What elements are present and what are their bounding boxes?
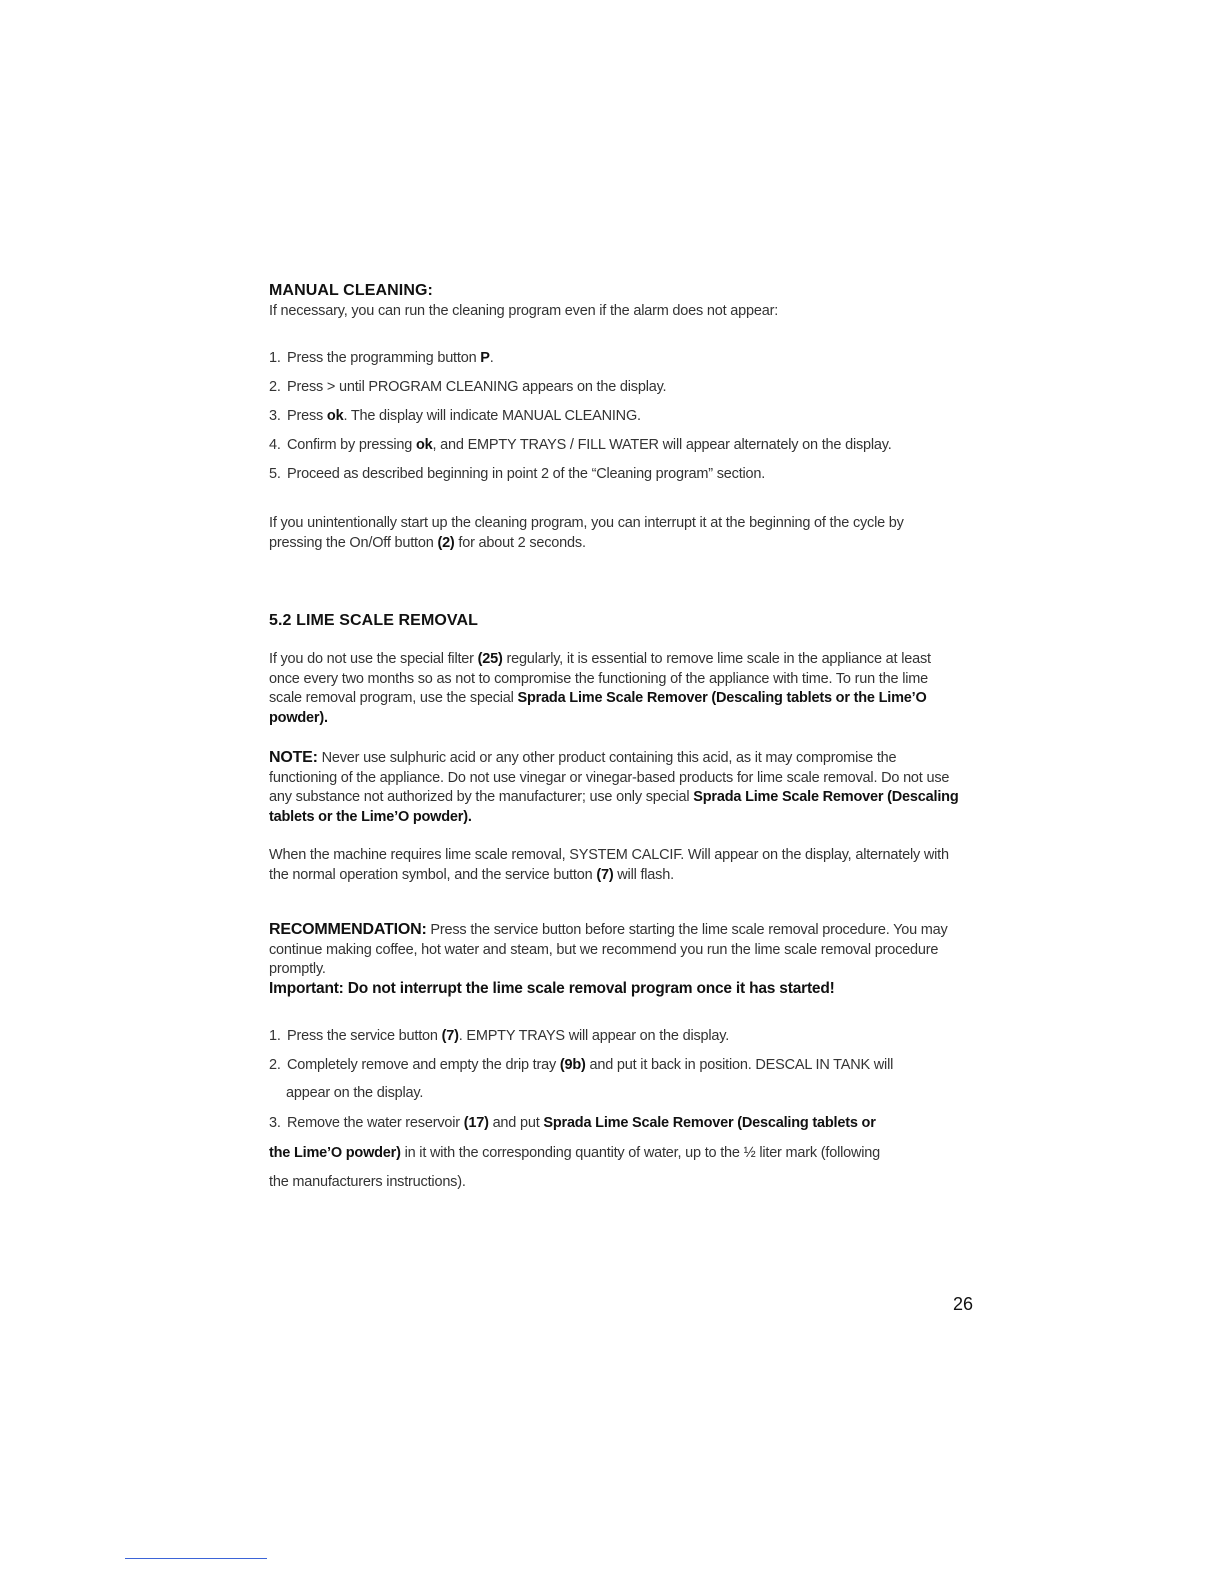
step-number: 1. <box>269 1028 281 1044</box>
manual-step-5 <box>269 465 959 485</box>
product-name: Sprada Lime Scale Remover (Descaling tablets or <box>543 1115 876 1131</box>
paragraph-bold: (2) <box>437 534 455 551</box>
step-bold: (9b) <box>559 1057 586 1073</box>
product-name: Sprada Lime Scale Remover (Descaling tablets or the Lime’O powder). <box>269 789 959 825</box>
lime-step-2 <box>269 1056 959 1076</box>
note-paragraph <box>269 748 959 827</box>
lime-scale-paragraph-2 <box>269 846 959 885</box>
step-bold: (7) <box>441 1028 459 1044</box>
important-warning: Important: Do not interrupt the lime scale removal program once it has started! <box>269 980 835 997</box>
paragraph-text-end: for about 2 seconds. <box>454 534 586 551</box>
step-bold: P <box>480 350 490 366</box>
recommendation-paragraph <box>269 920 959 980</box>
step-bold: ok <box>415 437 433 453</box>
page-number: 26 <box>953 1294 974 1314</box>
step-number: 1. <box>269 350 281 366</box>
note-text: Never use sulphuric acid or any other product containing this acid, as it may compromise the functioning of the appliance. Do not use vinegar or vinegar-based products for lime scale removal. Do not use any substance not authorized by the manufacturer; use only special <box>269 750 950 805</box>
step-text: Completely remove and empty the drip tray <box>287 1057 560 1073</box>
step-text-end: . The display will indicate MANUAL CLEANING. <box>343 408 641 424</box>
manual-cleaning-heading: MANUAL CLEANING: <box>269 282 433 299</box>
manual-step-2 <box>269 378 959 398</box>
lime-step-1 <box>269 1027 959 1047</box>
step-text-mid: and put <box>488 1115 544 1131</box>
step-text-end: , and EMPTY TRAYS / FILL WATER will appear alternately on the display. <box>432 437 892 453</box>
recommendation-text: Press the service button before starting the lime scale removal procedure. You may continue making coffee, hot water and steam, but we recommend you run the lime scale removal procedure promptly. <box>269 922 948 977</box>
step-text: Press the programming button <box>287 350 481 366</box>
lime-scale-paragraph-1 <box>269 650 959 728</box>
lime-step-3-line-3: the manufacturers instructions). <box>269 1174 466 1190</box>
lime-scale-heading: 5.2 LIME SCALE REMOVAL <box>269 612 479 629</box>
paragraph-text-mid: regularly, it is essential to remove lime scale in the appliance at least once every two months so as not to compromise the functioning of the appliance with time. To run the lime scale removal program, use the special <box>269 651 931 706</box>
lime-step-2-continuation: appear on the display. <box>286 1085 424 1101</box>
manual-step-4 <box>269 436 959 456</box>
paragraph-text: If you unintentionally start up the cleaning program, you can interrupt it at the beginning of the cycle by pressing the On/Off button <box>269 515 904 551</box>
step-text: Press the service button <box>287 1028 442 1044</box>
product-name: the Lime’O powder) <box>269 1145 401 1161</box>
manual-step-3 <box>269 407 959 427</box>
step-number: 2. <box>269 1057 281 1073</box>
manual-cleaning-intro: If necessary, you can run the cleaning program even if the alarm does not appear: <box>269 303 779 319</box>
step-bold: (17) <box>463 1115 489 1131</box>
step-number: 2. <box>269 379 281 395</box>
step-text-end: and put it back in position. DESCAL IN TANK will <box>585 1057 894 1073</box>
interrupt-paragraph <box>269 514 959 553</box>
footer-rule <box>125 1558 267 1559</box>
step-text-end: . EMPTY TRAYS will appear on the display. <box>458 1028 730 1044</box>
paragraph-text: When the machine requires lime scale removal, SYSTEM CALCIF. Will appear on the display, alternately with the normal operation symbol, and the service button <box>269 847 949 883</box>
step-text: Press <box>287 408 327 424</box>
step-text: Press > until PROGRAM CLEANING appears on the display. <box>287 379 667 395</box>
step-number: 3. <box>269 1115 281 1131</box>
step-text: in it with the corresponding quantity of water, up to the ½ liter mark (following <box>400 1145 881 1161</box>
step-number: 4. <box>269 437 281 453</box>
paragraph-bold: (7) <box>596 866 614 883</box>
step-text-end: . <box>489 350 494 366</box>
step-number: 3. <box>269 408 281 424</box>
paragraph-text: If you do not use the special filter <box>269 651 478 667</box>
lime-step-3 <box>269 1114 959 1134</box>
paragraph-bold: (25) <box>477 651 503 667</box>
step-text: Remove the water reservoir <box>287 1115 464 1131</box>
step-bold: ok <box>326 408 344 424</box>
paragraph-text-end: will flash. <box>613 866 674 883</box>
manual-step-1 <box>269 349 959 369</box>
step-number: 5. <box>269 466 281 482</box>
lime-step-3-line-2 <box>269 1144 959 1164</box>
note-label: NOTE: <box>269 749 318 766</box>
step-text: Proceed as described beginning in point 2 of the “Cleaning program” section. <box>287 466 766 482</box>
product-name: Sprada Lime Scale Remover (Descaling tablets or the Lime’O powder). <box>269 690 927 726</box>
recommendation-label: RECOMMENDATION: <box>269 921 427 938</box>
step-text: Confirm by pressing <box>287 437 416 453</box>
